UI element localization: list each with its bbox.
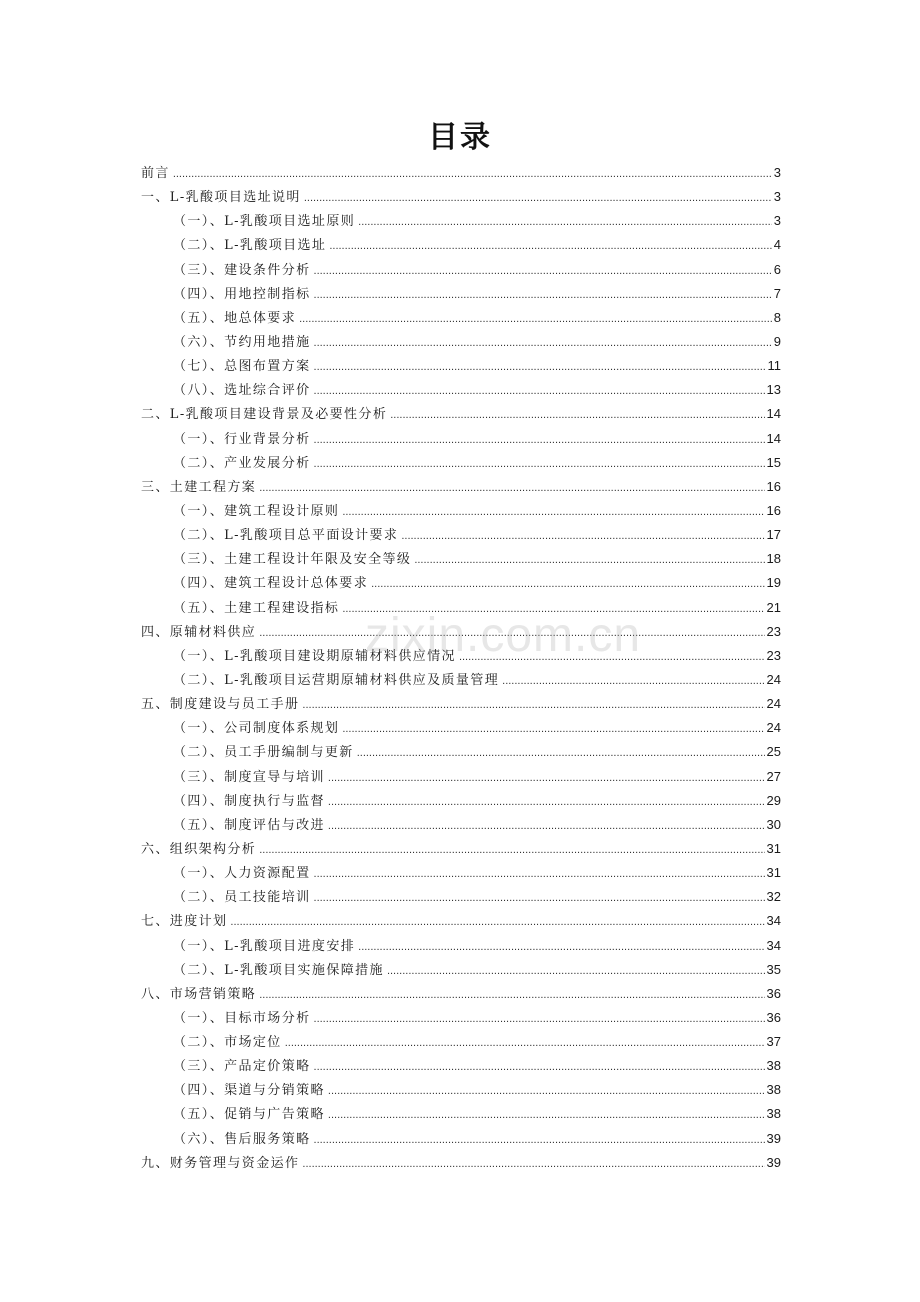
- toc-section-entry[interactable]: [141, 427, 781, 451]
- toc-page-number: 23: [766, 623, 781, 639]
- toc-dot-leader: [314, 355, 766, 379]
- toc-entry-label: （三）、产品定价策略: [173, 1059, 311, 1075]
- toc-dot-leader: [230, 910, 764, 934]
- toc-dot-leader: [285, 1031, 765, 1055]
- toc-entry-label: 一、L-乳酸项目选址说明: [141, 190, 301, 206]
- toc-dot-leader: [304, 186, 772, 210]
- toc-dot-leader: [328, 790, 765, 814]
- toc-dot-leader: [314, 331, 772, 355]
- toc-page-number: 14: [766, 406, 781, 422]
- toc-section-entry[interactable]: [141, 1030, 781, 1054]
- toc-entry-label: （一）、公司制度体系规划: [173, 721, 340, 737]
- toc-page-number: 3: [773, 213, 781, 229]
- toc-page-number: 34: [766, 913, 781, 929]
- toc-chapter-entry[interactable]: [141, 185, 781, 209]
- toc-dot-leader: [328, 1079, 765, 1103]
- toc-page-number: 17: [766, 527, 781, 543]
- toc-page-number: 36: [766, 1009, 781, 1025]
- toc-entry-label: （七）、总图布置方案: [173, 359, 311, 375]
- toc-entry-label: （三）、制度宣导与培训: [173, 769, 325, 785]
- toc-section-entry[interactable]: [141, 1006, 781, 1030]
- toc-section-entry[interactable]: [141, 547, 781, 571]
- toc-page-number: 11: [767, 358, 781, 374]
- toc-entry-label: （一）、L-乳酸项目建设期原辅材料供应情况: [173, 648, 456, 664]
- toc-entry-label: （四）、渠道与分销策略: [173, 1083, 325, 1099]
- toc-dot-leader: [314, 428, 765, 452]
- toc-dot-leader: [387, 959, 765, 983]
- toc-chapter-entry[interactable]: [141, 620, 781, 644]
- toc-dot-leader: [314, 886, 765, 910]
- toc-dot-leader: [401, 524, 764, 548]
- toc-dot-leader: [259, 476, 764, 500]
- toc-dot-leader: [502, 669, 764, 693]
- toc-page-number: 7: [773, 285, 781, 301]
- toc-entry-label: 八、市场营销策略: [141, 986, 257, 1002]
- toc-page-number: 39: [766, 1130, 781, 1146]
- toc-entry-label: 二、L-乳酸项目建设背景及必要性分析: [141, 407, 388, 423]
- toc-page-number: 15: [766, 454, 781, 470]
- toc-section-entry[interactable]: [141, 523, 781, 547]
- toc-dot-leader: [314, 862, 765, 886]
- toc-dot-leader: [329, 234, 771, 258]
- toc-page-number: 38: [766, 1058, 781, 1074]
- toc-page-number: 29: [766, 792, 781, 808]
- toc-dot-leader: [328, 814, 765, 838]
- toc-dot-leader: [314, 379, 765, 403]
- toc-entry-label: 四、原辅材料供应: [141, 624, 257, 640]
- toc-chapter-entry[interactable]: [141, 402, 781, 426]
- toc-section-entry[interactable]: [141, 1127, 781, 1151]
- toc-entry-label: （二）、产业发展分析: [173, 455, 311, 471]
- toc-entry-label: （三）、土建工程设计年限及安全等级: [173, 552, 412, 568]
- toc-chapter-entry[interactable]: [141, 909, 781, 933]
- toc-dot-leader: [328, 766, 765, 790]
- toc-entry-label: （一）、L-乳酸项目选址原则: [173, 214, 356, 230]
- toc-dot-leader: [314, 283, 772, 307]
- toc-page-number: 38: [766, 1106, 781, 1122]
- toc-section-entry[interactable]: [141, 499, 781, 523]
- toc-dot-leader: [358, 935, 764, 959]
- toc-section-entry[interactable]: [141, 282, 781, 306]
- toc-entry-label: （八）、选址综合评价: [173, 383, 311, 399]
- toc-entry-label: （二）、员工手册编制与更新: [173, 745, 354, 761]
- toc-page-number: 24: [766, 696, 781, 712]
- toc-page-number: 31: [766, 840, 781, 856]
- toc-page-number: 3: [773, 165, 781, 180]
- toc-dot-leader: [314, 1007, 765, 1031]
- toc-page-number: 31: [766, 865, 781, 881]
- toc-dot-leader: [302, 693, 764, 717]
- toc-page-number: 27: [766, 768, 781, 784]
- toc-entry-label: 六、组织架构分析: [141, 841, 257, 857]
- toc-page-number: 24: [766, 671, 781, 687]
- toc-dot-leader: [314, 1128, 765, 1152]
- toc-page-number: 8: [773, 309, 781, 325]
- toc-dot-leader: [358, 210, 772, 234]
- toc-section-entry[interactable]: [141, 571, 781, 595]
- toc-page-number: 32: [766, 889, 781, 905]
- toc-section-entry[interactable]: [141, 885, 781, 909]
- toc-entry-label: （四）、建筑工程设计总体要求: [173, 576, 369, 592]
- toc-dot-leader: [299, 307, 772, 331]
- toc-section-entry[interactable]: [141, 789, 781, 813]
- toc-section-entry[interactable]: [141, 813, 781, 837]
- toc-entry-label: （五）、地总体要求: [173, 310, 297, 326]
- toc-dot-leader: [302, 1152, 764, 1176]
- toc-page-number: 25: [766, 744, 781, 760]
- toc-entry-label: （二）、L-乳酸项目总平面设计要求: [173, 528, 399, 544]
- toc-section-entry[interactable]: [141, 596, 781, 620]
- toc-entry-label: （一）、行业背景分析: [173, 431, 311, 447]
- toc-chapter-entry[interactable]: [141, 475, 781, 499]
- toc-entry-label: （二）、市场定位: [173, 1035, 282, 1051]
- toc-section-entry[interactable]: [141, 1078, 781, 1102]
- toc-page-number: 39: [766, 1154, 781, 1170]
- page-title: 目录: [428, 120, 492, 155]
- toc-chapter-entry[interactable]: [141, 837, 781, 861]
- toc-dot-leader: [259, 621, 764, 645]
- toc-entry-label: 九、财务管理与资金运作: [141, 1155, 300, 1171]
- toc-page-number: 14: [766, 430, 781, 446]
- toc-entry-label: 七、进度计划: [141, 914, 228, 930]
- toc-entry-label: （二）、员工技能培训: [173, 890, 311, 906]
- toc-entry-label: （六）、售后服务策略: [173, 1131, 311, 1147]
- toc-section-entry[interactable]: [141, 716, 781, 740]
- toc-entry-label: （六）、节约用地措施: [173, 334, 311, 350]
- toc-entry-label: 五、制度建设与员工手册: [141, 697, 300, 713]
- toc-page-number: 23: [766, 647, 781, 663]
- toc-section-entry[interactable]: [141, 451, 781, 475]
- toc-entry-label: （四）、制度执行与监督: [173, 793, 325, 809]
- toc-page-number: 36: [766, 985, 781, 1001]
- toc-chapter-entry[interactable]: [141, 692, 781, 716]
- toc-entry-label: （一）、L-乳酸项目进度安排: [173, 938, 356, 954]
- toc-section-entry[interactable]: [141, 209, 781, 233]
- toc-entry-label: （一）、建筑工程设计原则: [173, 503, 340, 519]
- toc-entry-label: （二）、L-乳酸项目选址: [173, 238, 327, 254]
- toc-page-number: 3: [773, 189, 781, 205]
- toc-page-number: 19: [766, 575, 781, 591]
- toc-dot-leader: [314, 452, 765, 476]
- toc-section-entry[interactable]: [141, 306, 781, 330]
- table-of-contents: [141, 161, 781, 1175]
- toc-dot-leader: [342, 500, 764, 524]
- toc-entry-label: （二）、L-乳酸项目实施保障措施: [173, 962, 384, 978]
- toc-section-entry[interactable]: [141, 765, 781, 789]
- toc-section-entry[interactable]: [141, 934, 781, 958]
- toc-section-entry[interactable]: [141, 1054, 781, 1078]
- toc-dot-leader: [314, 1055, 765, 1079]
- toc-section-entry[interactable]: [141, 1102, 781, 1126]
- toc-dot-leader: [371, 572, 764, 596]
- toc-chapter-entry[interactable]: [141, 161, 781, 185]
- toc-section-entry[interactable]: [141, 644, 781, 668]
- toc-section-entry[interactable]: [141, 668, 781, 692]
- toc-page-number: 16: [766, 502, 781, 518]
- toc-dot-leader: [342, 717, 764, 741]
- toc-page-number: 30: [766, 816, 781, 832]
- watermark: zixin.com.cn: [365, 609, 642, 662]
- toc-entry-label: 三、土建工程方案: [141, 479, 257, 495]
- toc-page-number: 18: [766, 551, 781, 567]
- toc-page-number: 21: [766, 599, 781, 615]
- toc-dot-leader: [414, 548, 764, 572]
- toc-entry-label: （三）、建设条件分析: [173, 262, 311, 278]
- toc-dot-leader: [259, 838, 764, 862]
- toc-page-number: 38: [766, 1082, 781, 1098]
- toc-dot-leader: [259, 983, 764, 1007]
- toc-entry-label: （五）、土建工程建设指标: [173, 600, 340, 616]
- toc-page-number: 16: [766, 478, 781, 494]
- toc-page-number: 6: [773, 261, 781, 277]
- toc-chapter-entry[interactable]: [141, 982, 781, 1006]
- toc-page-number: 4: [773, 237, 781, 253]
- toc-section-entry[interactable]: [141, 740, 781, 764]
- toc-entry-label: （一）、人力资源配置: [173, 866, 311, 882]
- toc-section-entry[interactable]: [141, 378, 781, 402]
- toc-page-number: 34: [766, 937, 781, 953]
- toc-dot-leader: [459, 645, 765, 669]
- toc-dot-leader: [173, 162, 772, 186]
- toc-page-number: 24: [766, 720, 781, 736]
- toc-entry-label: （五）、制度评估与改进: [173, 817, 325, 833]
- toc-section-entry[interactable]: [141, 233, 781, 257]
- toc-section-entry[interactable]: [141, 958, 781, 982]
- toc-entry-label: （二）、L-乳酸项目运营期原辅材料供应及质量管理: [173, 672, 500, 688]
- toc-entry-label: （四）、用地控制指标: [173, 286, 311, 302]
- toc-chapter-entry[interactable]: [141, 1151, 781, 1175]
- toc-entry-label: （五）、促销与广告策略: [173, 1107, 325, 1123]
- toc-page-number: 9: [773, 333, 781, 349]
- toc-dot-leader: [314, 259, 772, 283]
- toc-page-number: 37: [766, 1034, 781, 1050]
- toc-section-entry[interactable]: [141, 861, 781, 885]
- toc-section-entry[interactable]: [141, 330, 781, 354]
- toc-section-entry[interactable]: [141, 354, 781, 378]
- toc-entry-label: 前言: [141, 166, 170, 181]
- toc-dot-leader: [390, 403, 764, 427]
- toc-page-number: 13: [766, 382, 781, 398]
- toc-entry-label: （一）、目标市场分析: [173, 1010, 311, 1026]
- toc-page-number: 35: [766, 961, 781, 977]
- toc-dot-leader: [357, 741, 765, 765]
- toc-dot-leader: [328, 1103, 765, 1127]
- toc-dot-leader: [342, 597, 764, 621]
- toc-section-entry[interactable]: [141, 258, 781, 282]
